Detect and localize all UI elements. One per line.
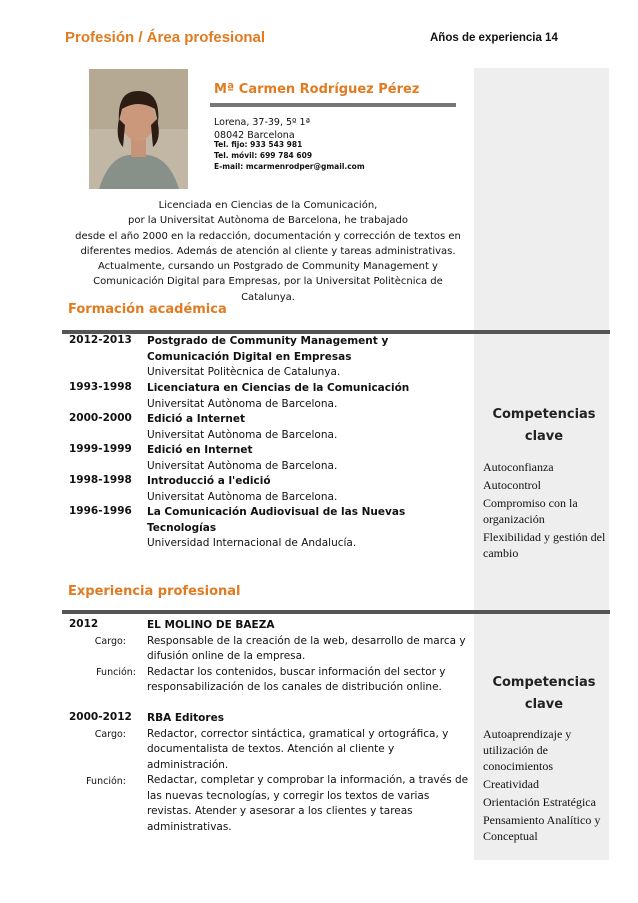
education-title: Licenciatura en Ciencias de la Comunicación <box>147 382 410 394</box>
postal-line: 08042 Barcelona <box>214 129 295 141</box>
company-name: EL MOLINO DE BAEZA <box>147 619 275 631</box>
competencia-item: Autoaprendizaje y utilización de conocimientos <box>483 727 572 773</box>
competencias-list <box>483 726 607 846</box>
education-years: 1996-1996 <box>69 505 132 517</box>
education-entry <box>147 381 472 412</box>
competencia-item: Creatividad <box>483 777 539 791</box>
intro-line: desde el año 2000 en la redacción, documentación y corrección de textos en <box>75 230 461 242</box>
competencia-item: Compromiso con la organización <box>483 496 578 526</box>
competencias-heading: Competencias clave <box>492 407 596 444</box>
education-place: Universitat Autònoma de Barcelona. <box>147 397 338 410</box>
cargo-label: Cargo: <box>94 636 126 647</box>
mobile: Tel. móvil: 699 784 609 <box>214 151 313 160</box>
intro-line: Comunicación Digital para Empresas, por la Universitat Politècnica de <box>93 276 443 288</box>
education-place: Universitat Autònoma de Barcelona. <box>147 490 338 503</box>
competencia-item: Autoconfianza <box>483 460 554 474</box>
education-years: 2000-2000 <box>69 412 132 424</box>
experience-heading: Experiencia profesional <box>68 584 241 599</box>
company-name: RBA Editores <box>147 712 224 724</box>
profession-title: Profesión / Área profesional <box>65 29 266 46</box>
competencia-item: Flexibilidad y gestión del cambio <box>483 530 606 560</box>
education-entry <box>147 334 472 381</box>
intro-line: Licenciada en Ciencias de la Comunicación, <box>158 200 378 211</box>
email: E-mail: mcarmenrodper@gmail.com <box>214 162 365 171</box>
funcion-text: Redactar, completar y comprobar la información, a través de las nuevas tecnologías, y corregir los textos de varias revistas. Atender y asesorar a los clientes y tareas administrativas. <box>147 774 469 833</box>
competencia-item: Autocontrol <box>483 478 541 492</box>
intro-line: por la Universitat Autònoma de Barcelona, he trabajado <box>128 215 408 227</box>
education-place: Universitat Politècnica de Catalunya. <box>147 366 341 378</box>
address-line: Lorena, 37-39, 5º 1ª <box>214 117 311 128</box>
education-title: Introducció a l'edició <box>147 475 271 487</box>
funcion-label: Función: <box>96 667 136 678</box>
education-years: 1993-1998 <box>69 381 132 393</box>
education-title: Postgrado de Community Management y Comunicación Digital en Empresas <box>147 335 389 363</box>
intro-line: Catalunya. <box>241 291 295 303</box>
education-heading: Formación académica <box>68 302 227 317</box>
education-years: 2012-2013 <box>69 334 132 346</box>
person-name: Mª Carmen Rodríguez Pérez <box>214 82 420 97</box>
education-place: Universidad Internacional de Andalucía. <box>147 537 357 549</box>
education-title: Edició a Internet <box>147 413 246 425</box>
contact-block <box>214 139 365 172</box>
education-entry <box>147 505 472 552</box>
competencias-heading: Competencias clave <box>492 675 596 712</box>
education-place: Universitat Autònoma de Barcelona. <box>147 459 338 472</box>
experience-entry <box>147 618 472 696</box>
intro-line: Actualmente, cursando un Postgrado de Community Management y <box>98 261 438 273</box>
intro-line: diferentes medios. Además de atención al cliente y tareas administrativas. <box>80 245 456 257</box>
intro-paragraph <box>68 198 468 305</box>
competencia-item: Pensamiento Analítico y Conceptual <box>483 813 601 843</box>
cargo-label: Cargo: <box>94 729 126 740</box>
experience-years: Años de experiencia 14 <box>430 32 558 44</box>
competencias-list <box>483 459 607 563</box>
education-entry <box>147 474 472 505</box>
experience-years: 2012 <box>69 618 99 630</box>
cargo-text: Responsable de la creación de la web, desarrollo de marca y difusión online de la empresa. <box>147 634 466 662</box>
education-place: Universitat Autònoma de Barcelona. <box>147 428 338 441</box>
experience-divider <box>62 610 610 614</box>
funcion-text: Redactar los contenidos, buscar información del sector y responsabilización de los canales de distribución online. <box>147 665 446 693</box>
competencia-item: Orientación Estratégica <box>483 795 596 809</box>
education-years: 1999-1999 <box>69 443 132 455</box>
education-years: 1998-1998 <box>69 474 132 486</box>
experience-entry <box>147 711 472 835</box>
name-divider <box>210 103 456 107</box>
funcion-label: Función: <box>86 776 126 787</box>
experience-years: 2000-2012 <box>69 711 132 723</box>
education-entry <box>147 412 472 443</box>
education-title: Edició en Internet <box>147 444 253 456</box>
cargo-text: Redactor, corrector sintáctica, gramatical y ortográfica, y documentalista de textos. Atención al cliente y administración. <box>147 727 449 771</box>
profile-photo <box>89 69 188 189</box>
education-entry <box>147 443 472 474</box>
phone: Tel. fijo: 933 543 981 <box>214 140 303 149</box>
education-title: La Comunicación Audiovisual de las Nuevas Tecnologías <box>147 506 406 534</box>
